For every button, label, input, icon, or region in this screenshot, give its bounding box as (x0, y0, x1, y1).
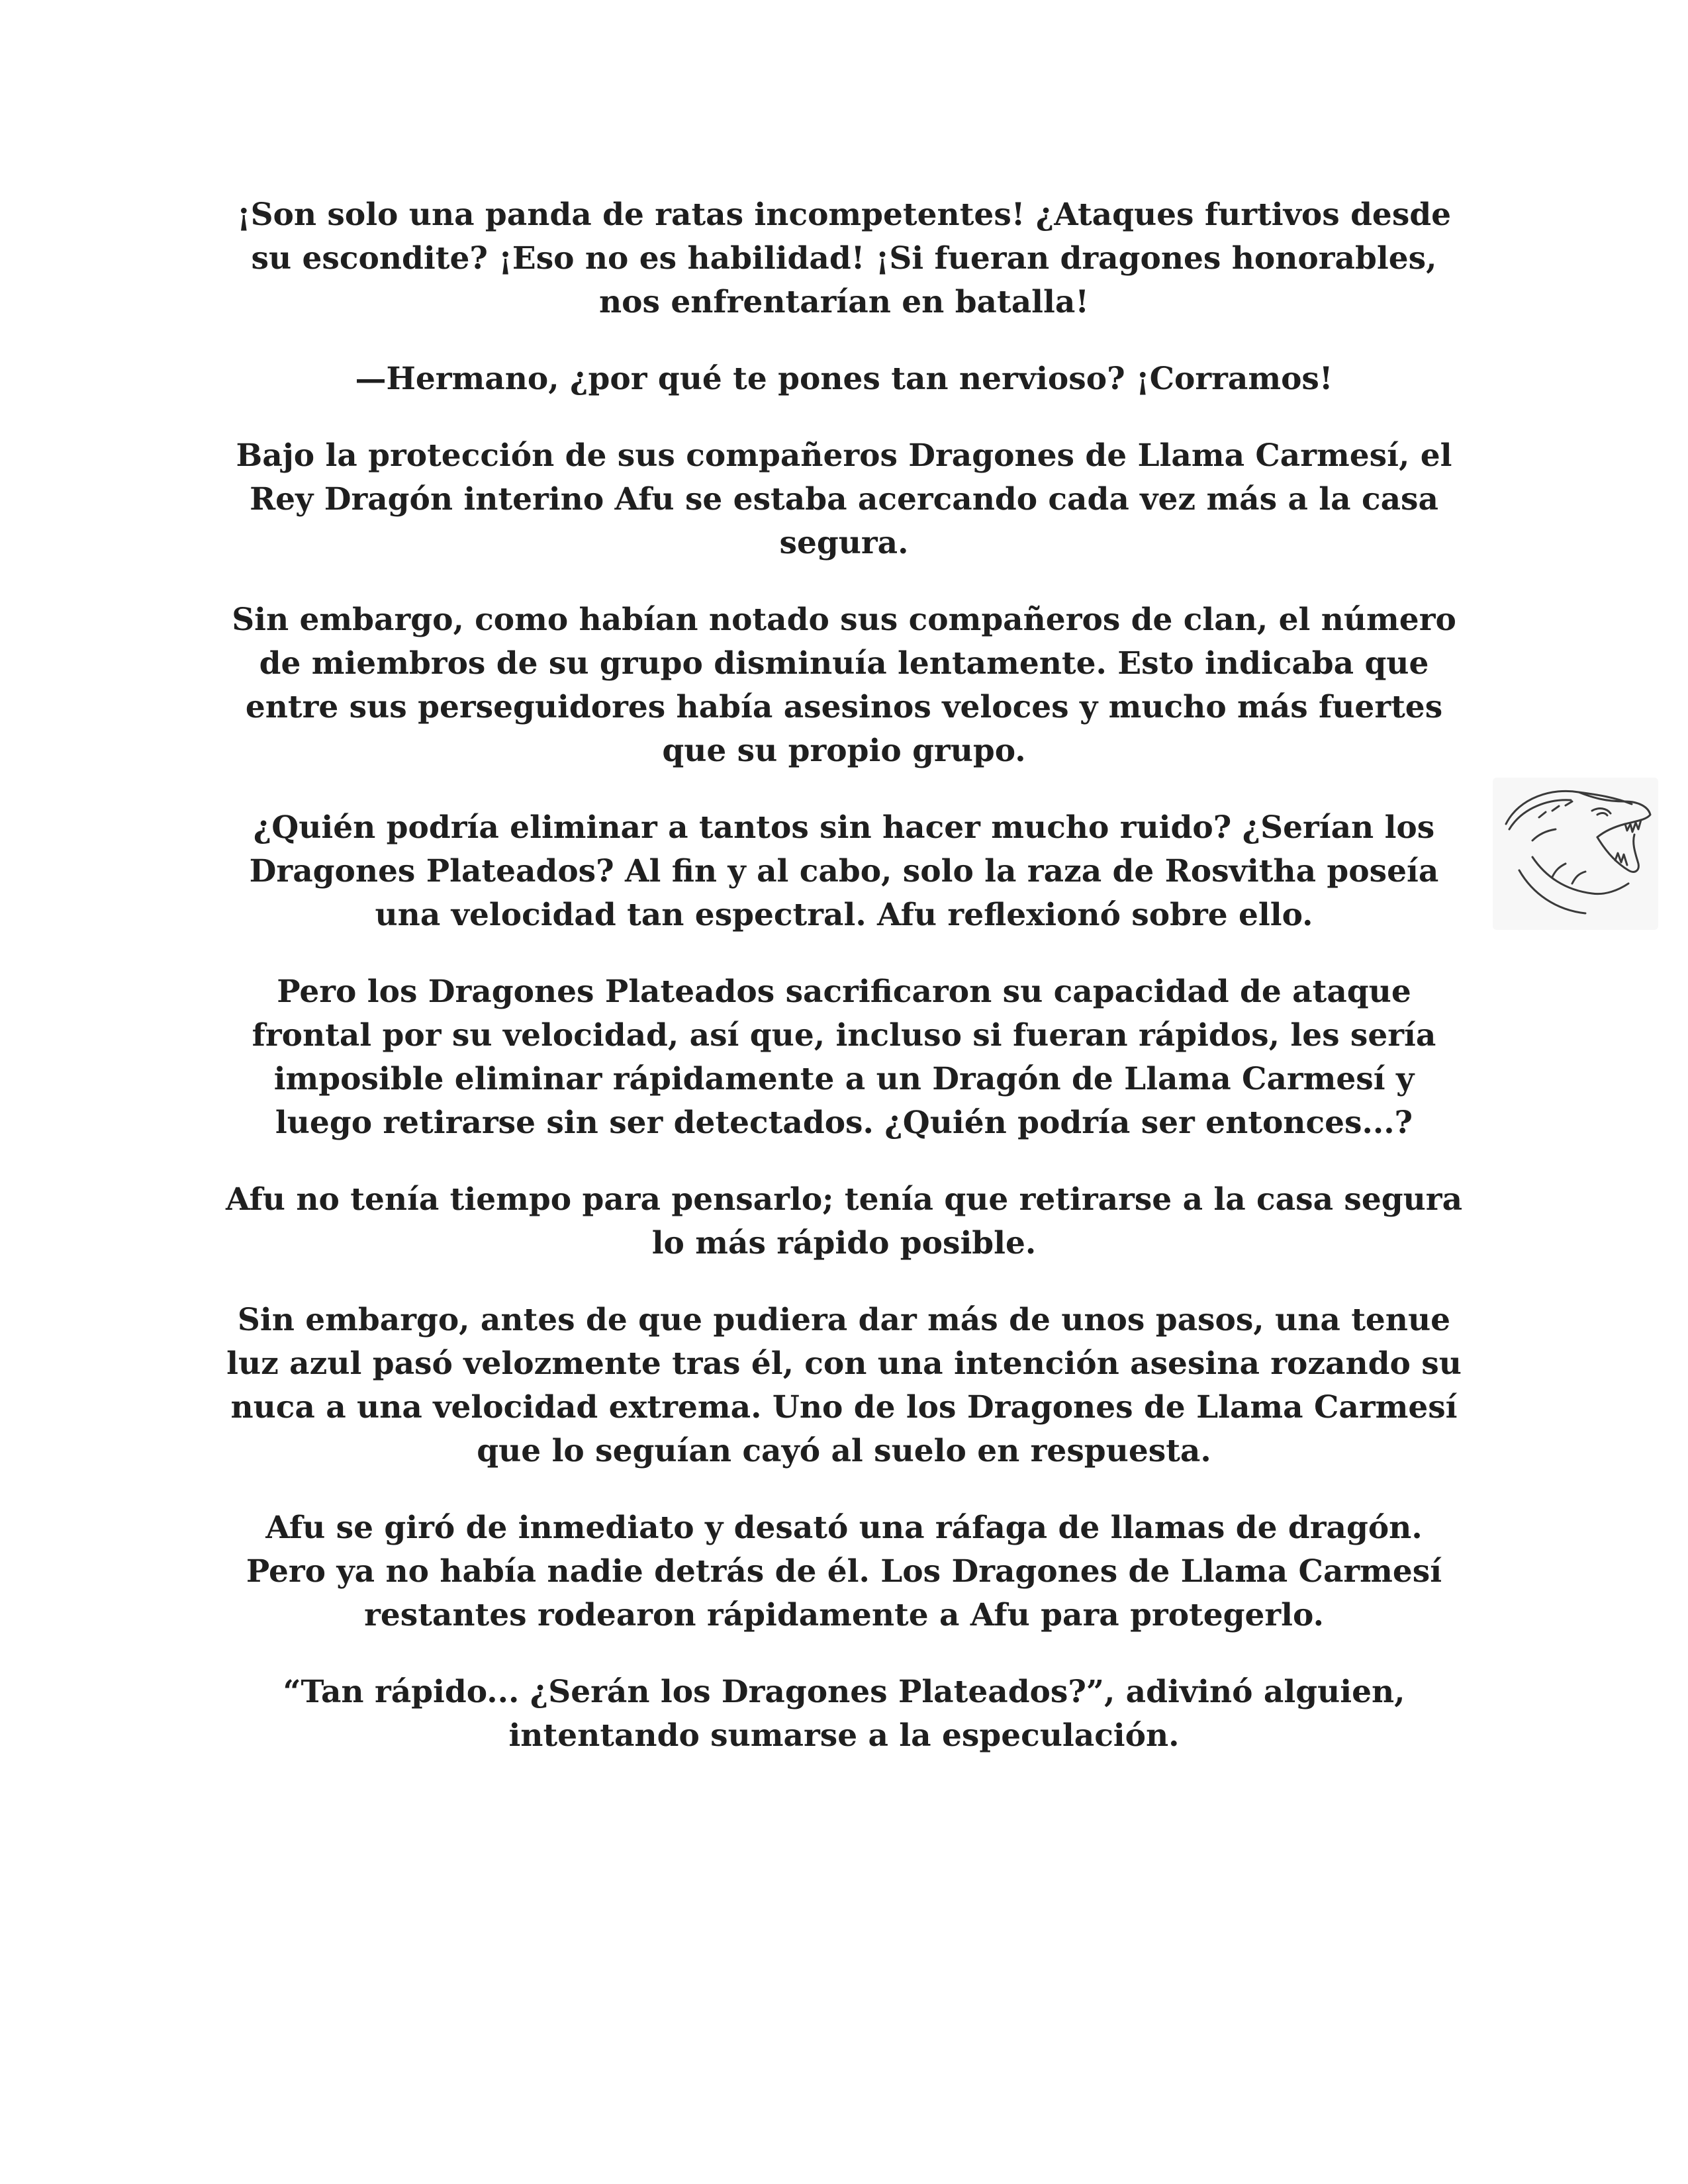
paragraph-4: Sin embargo, como habían notado sus compañeros de clan, el número de miembros de su grupo disminuía lentamente. Esto indicaba que entre sus perseguidores había asesinos veloces y mucho más fuertes que su propio grupo. (232, 602, 1456, 769)
story-text (225, 193, 1463, 1791)
paragraph-8: Sin embargo, antes de que pudiera dar más de unos pasos, una tenue luz azul pasó velozmente tras él, con una intención asesina rozando su nuca a una velocidad extrema. Uno de los Dragones de Llama Carmesí que lo seguían cayó al suelo en respuesta. (226, 1302, 1462, 1469)
paragraph-9: Afu se giró de inmediato y desató una ráfaga de llamas de dragón. Pero ya no había nadie detrás de él. Los Dragones de Llama Carmesí restantes rodearon rápidamente a Afu para protegerlo. (246, 1510, 1442, 1633)
paragraph-10: “Tan rápido... ¿Serán los Dragones Plateados?”, adivinó alguien, intentando sumarse a la especulación. (283, 1674, 1405, 1754)
paragraph-2: —Hermano, ¿por qué te pones tan nervioso? ¡Corramos! (355, 361, 1333, 397)
dragon-head-sketch-icon (1493, 778, 1658, 930)
paragraph-5: ¿Quién podría eliminar a tantos sin hacer mucho ruido? ¿Serían los Dragones Plateados? Al fin y al cabo, solo la raza de Rosvitha poseía una velocidad tan espectral. Afu reflexionó sobre ello. (249, 809, 1439, 933)
paragraph-3: Bajo la protección de sus compañeros Dragones de Llama Carmesí, el Rey Dragón interino Afu se estaba acercando cada vez más a la casa segura. (236, 437, 1452, 561)
paragraph-7: Afu no tenía tiempo para pensarlo; tenía que retirarse a la casa segura lo más rápido posible. (225, 1181, 1463, 1261)
paragraph-1: ¡Son solo una panda de ratas incompetentes! ¿Ataques furtivos desde su escondite? ¡Eso no es habilidad! ¡Si fueran dragones honorables, nos enfrentarían en batalla! (236, 197, 1452, 320)
paragraph-6: Pero los Dragones Plateados sacrificaron su capacidad de ataque frontal por su velocidad, así que, incluso si fueran rápidos, les sería imposible eliminar rápidamente a un Dragón de Llama Carmesí y luego retirarse sin ser detectados. ¿Quién podría ser entonces...? (252, 974, 1436, 1141)
